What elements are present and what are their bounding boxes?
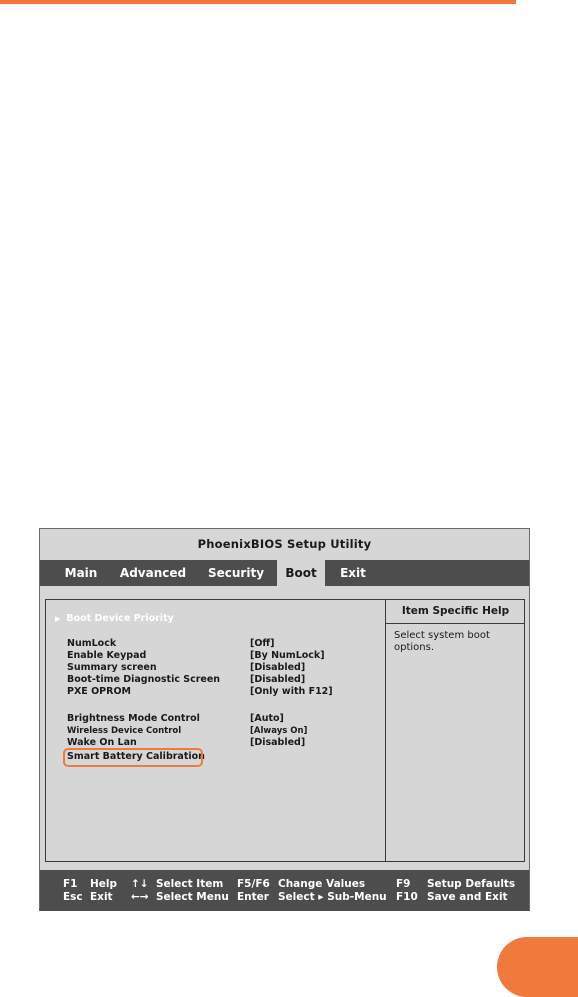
setting-label: Smart Battery Calibration xyxy=(67,751,205,762)
top-accent-rule xyxy=(0,0,516,4)
key-f5-f6-action: Change Values xyxy=(278,878,366,890)
key-up-down: ↑↓ xyxy=(131,878,149,890)
tab-security[interactable]: Security xyxy=(207,566,265,580)
setting-label: Brightness Mode Control xyxy=(67,713,200,724)
setting-label: Enable Keypad xyxy=(67,650,147,661)
key-esc-action: Exit xyxy=(90,891,113,903)
setting-brightness-mode[interactable] xyxy=(67,713,284,725)
setting-pxe-oprom[interactable] xyxy=(67,686,333,698)
key-enter: Enter xyxy=(237,891,269,903)
key-f10-action: Save and Exit xyxy=(427,891,508,903)
setting-boot-time-diagnostic[interactable] xyxy=(67,674,306,686)
setting-label: Wake On Lan xyxy=(67,737,137,748)
key-esc: Esc xyxy=(63,891,83,903)
setting-value[interactable]: [Only with F12] xyxy=(250,686,333,697)
setting-label: NumLock xyxy=(67,638,117,649)
setting-value[interactable]: [Disabled] xyxy=(250,737,306,748)
key-enter-action: Select ▸ Sub-Menu xyxy=(278,891,387,903)
boot-device-priority-label: Boot Device Priority xyxy=(66,613,174,624)
key-legend-footer xyxy=(40,870,529,911)
key-f10: F10 xyxy=(396,891,418,903)
tab-exit[interactable]: Exit xyxy=(340,566,366,580)
highlight-callout xyxy=(63,748,203,767)
key-up-down-action: Select Item xyxy=(156,878,224,890)
key-f5-f6: F5/F6 xyxy=(237,878,270,890)
help-text: Select system boot options. xyxy=(394,630,490,653)
page-tab-marker xyxy=(497,937,578,997)
bios-menubar xyxy=(40,560,529,586)
help-divider xyxy=(385,600,386,861)
setting-value[interactable]: [By NumLock] xyxy=(250,650,325,661)
key-f9: F9 xyxy=(396,878,411,890)
setting-value[interactable]: [Disabled] xyxy=(250,662,306,673)
bios-title: PhoenixBIOS Setup Utility xyxy=(197,537,372,551)
key-f9-action: Setup Defaults xyxy=(427,878,516,890)
setting-label: Boot-time Diagnostic Screen xyxy=(67,674,221,685)
setting-value[interactable]: [Auto] xyxy=(250,713,284,724)
setting-enable-keypad[interactable] xyxy=(67,650,325,662)
tab-boot[interactable]: Boot xyxy=(277,560,325,586)
key-left-right-action: Select Menu xyxy=(156,891,229,903)
setting-label: PXE OPROM xyxy=(67,686,131,697)
bios-setup-window xyxy=(39,528,530,911)
tab-main[interactable]: Main xyxy=(64,566,98,580)
help-header: Item Specific Help xyxy=(386,600,525,624)
boot-device-priority-item[interactable] xyxy=(55,613,174,624)
submenu-arrow-icon: ▶ xyxy=(55,615,61,623)
key-f1-action: Help xyxy=(90,878,118,890)
tab-advanced[interactable]: Advanced xyxy=(119,566,187,580)
setting-label: Wireless Device Control xyxy=(67,726,182,736)
setting-numlock[interactable] xyxy=(67,638,275,650)
setting-value[interactable]: [Disabled] xyxy=(250,674,306,685)
setting-wireless-device-control[interactable] xyxy=(67,725,308,737)
setting-summary-screen[interactable] xyxy=(67,662,306,674)
key-f1: F1 xyxy=(63,878,78,890)
key-left-right: ←→ xyxy=(131,891,149,903)
setting-value[interactable]: [Always On] xyxy=(250,726,308,736)
boot-settings-panel xyxy=(45,599,525,862)
setting-value[interactable]: [Off] xyxy=(250,638,275,649)
setting-label: Summary screen xyxy=(67,662,157,673)
